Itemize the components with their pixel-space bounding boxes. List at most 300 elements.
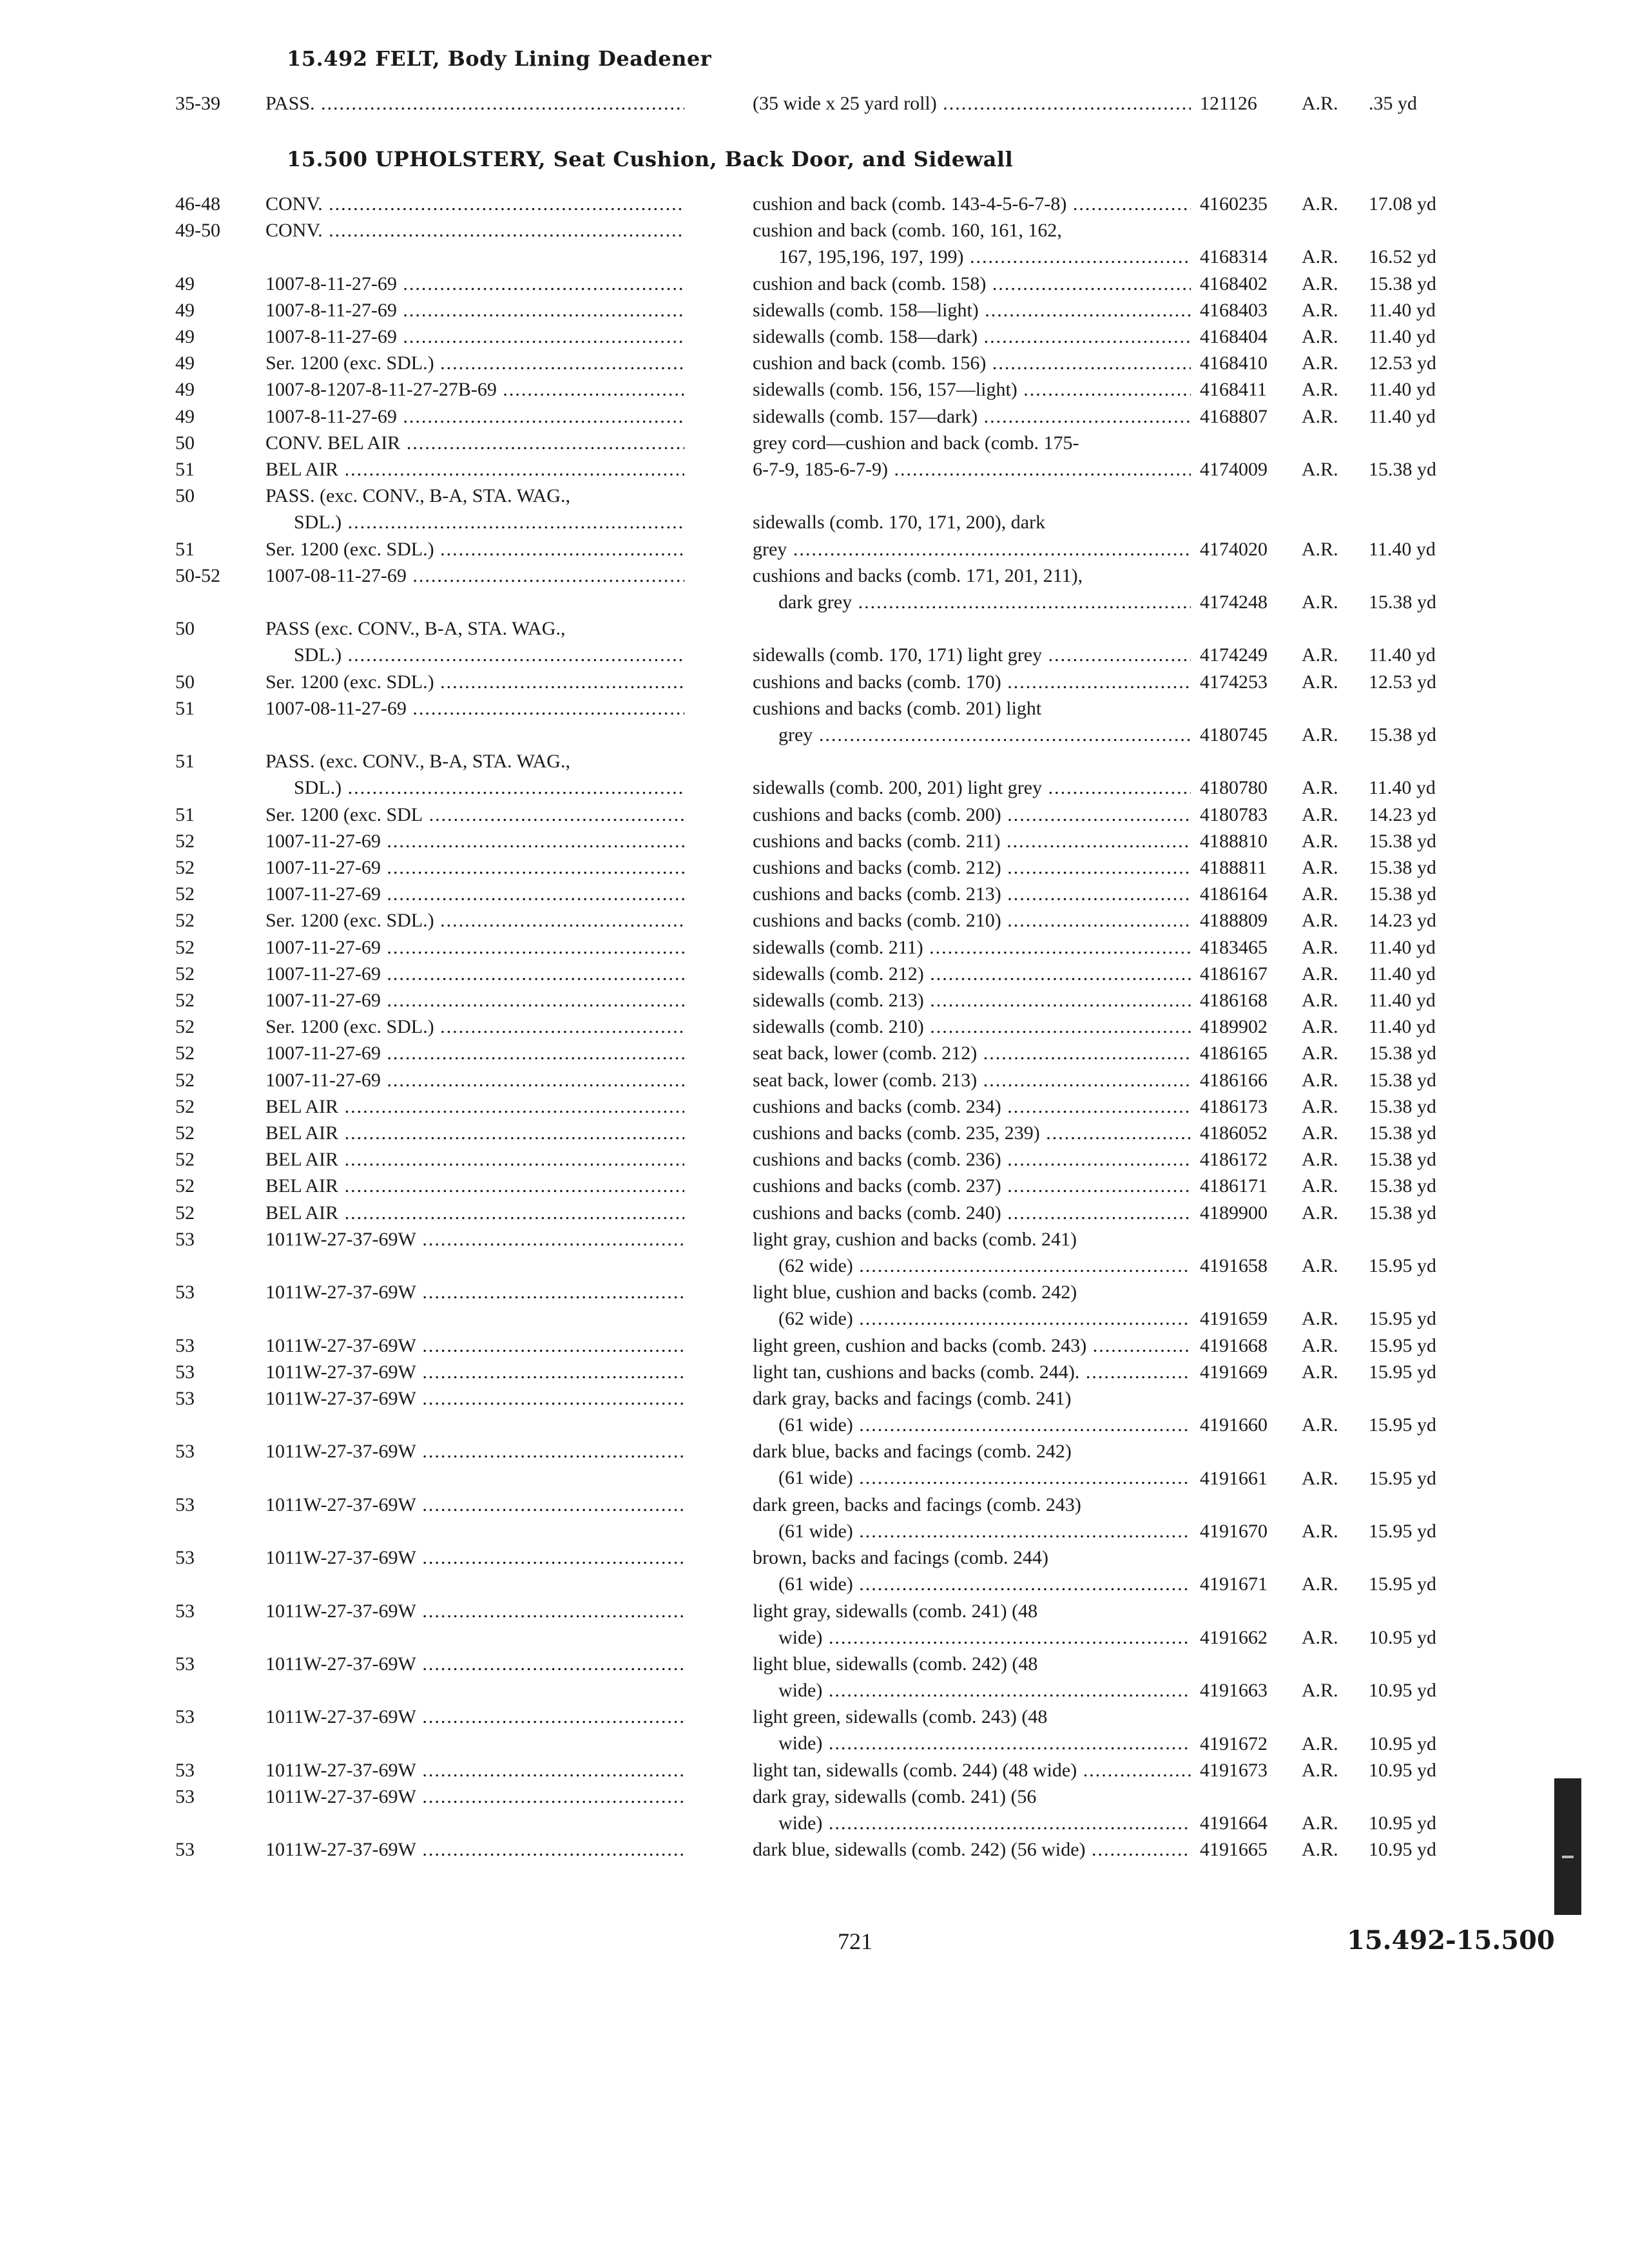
model-text: BEL AIR ..... [265, 1146, 684, 1173]
model-text: 1007-08-11-27-69 ..... [265, 562, 684, 589]
price: 15.38 yd [1369, 1202, 1436, 1224]
description-text: light green, sidewalls (comb. 243) (48 [753, 1706, 1048, 1728]
description-text: (62 wide) ..... [753, 1305, 1191, 1332]
description-cell [753, 456, 1191, 483]
model-cell [265, 907, 684, 934]
price: 15.38 yd [1369, 830, 1436, 852]
model-cell [265, 1651, 684, 1677]
model-cell [265, 987, 684, 1014]
model-year: 52 [175, 936, 195, 958]
price: 12.53 yd [1369, 352, 1436, 374]
price: 10.95 yd [1369, 1759, 1436, 1781]
model-year: 49 [175, 405, 195, 427]
model-year: 53 [175, 1441, 195, 1463]
model-year: 49 [175, 379, 195, 401]
model-text: 1011W-27-37-69W ..... [265, 1332, 684, 1359]
price: 11.40 yd [1369, 538, 1436, 560]
table-row [0, 987, 1629, 1014]
description-text: sidewalls (comb. 157—dark) ..... [753, 403, 1191, 430]
table-row [0, 217, 1629, 270]
quantity: A.R. [1302, 246, 1338, 268]
quantity: A.R. [1302, 591, 1338, 613]
price: 15.38 yd [1369, 1043, 1436, 1064]
description-text: (61 wide) ..... [753, 1465, 1191, 1491]
model-cell [265, 1332, 684, 1359]
description-cell [753, 1704, 1191, 1756]
table-row [0, 1544, 1629, 1597]
description-text: light green, cushion and backs (comb. 243) ..... [753, 1332, 1191, 1359]
quantity: A.R. [1302, 1069, 1338, 1091]
model-text: Ser. 1200 (exc. SDL ..... [265, 802, 684, 828]
description-cell [753, 1093, 1191, 1120]
quantity: A.R. [1302, 1016, 1338, 1038]
part-number: 4191661 [1200, 1467, 1268, 1489]
description-text: cushion and back (comb. 143-4-5-6-7-8) ..... [753, 191, 1191, 217]
model-year: 52 [175, 1016, 195, 1038]
table-row [0, 1332, 1629, 1359]
description-cell [753, 1200, 1191, 1226]
quantity: A.R. [1302, 1812, 1338, 1834]
description-text: cushions and backs (comb. 200) ..... [753, 802, 1191, 828]
quantity: A.R. [1302, 459, 1338, 480]
price: 15.95 yd [1369, 1573, 1436, 1595]
quantity: A.R. [1302, 910, 1338, 932]
model-text: 1011W-27-37-69W ..... [265, 1757, 684, 1783]
description-text: 167, 195,196, 197, 199) ..... [753, 244, 1191, 270]
model-year: 52 [175, 1122, 195, 1144]
model-year: 52 [175, 1069, 195, 1091]
model-cell [265, 1783, 684, 1810]
price: 15.38 yd [1369, 459, 1436, 480]
model-year: 53 [175, 1388, 195, 1409]
description-cell [753, 1438, 1191, 1491]
model-text: 1011W-27-37-69W ..... [265, 1438, 684, 1465]
description-text: seat back, lower (comb. 213) ..... [753, 1067, 1191, 1093]
description-text: cushions and backs (comb. 211) ..... [753, 828, 1191, 854]
model-cell [265, 350, 684, 376]
model-text: BEL AIR ..... [265, 1120, 684, 1146]
part-number: 4191662 [1200, 1626, 1268, 1648]
price: 10.95 yd [1369, 1680, 1436, 1702]
table-row [0, 1783, 1629, 1836]
table-row [0, 1200, 1629, 1226]
price: 11.40 yd [1369, 379, 1436, 401]
description-text: dark grey ..... [753, 589, 1191, 615]
description-cell [753, 1146, 1191, 1173]
price: 15.95 yd [1369, 1467, 1436, 1489]
description-text: light blue, cushion and backs (comb. 242) [753, 1282, 1077, 1303]
description-cell [753, 90, 1191, 117]
model-year: 53 [175, 1334, 195, 1356]
table-row [0, 881, 1629, 907]
model-text: Ser. 1200 (exc. SDL.) ..... [265, 907, 684, 934]
price: 15.95 yd [1369, 1414, 1436, 1436]
price: 11.40 yd [1369, 777, 1436, 799]
description-text: dark blue, backs and facings (comb. 242) [753, 1441, 1072, 1463]
model-text: PASS (exc. CONV., B-A, STA. WAG., [265, 618, 566, 640]
price: 15.38 yd [1369, 857, 1436, 878]
description-text: 6-7-9, 185-6-7-9) ..... [753, 456, 1191, 483]
model-cell [265, 1598, 684, 1624]
description-cell [753, 1279, 1191, 1332]
table-row [0, 376, 1629, 403]
model-cell [265, 1757, 684, 1783]
model-year: 53 [175, 1228, 195, 1250]
model-year: 51 [175, 459, 195, 480]
part-number: 4191658 [1200, 1254, 1268, 1276]
thumb-index-mark [1562, 1856, 1574, 1858]
part-number: 4191665 [1200, 1839, 1268, 1861]
price: 11.40 yd [1369, 936, 1436, 958]
description-text: cushions and backs (comb. 171, 201, 211), [753, 564, 1083, 586]
model-cell [265, 1438, 684, 1465]
price: 15.38 yd [1369, 1149, 1436, 1171]
price: 10.95 yd [1369, 1839, 1436, 1861]
model-year: 46-48 [175, 193, 220, 215]
table-row [0, 1598, 1629, 1651]
model-year: 49 [175, 273, 195, 294]
quantity: A.R. [1302, 883, 1338, 905]
model-year: 52 [175, 830, 195, 852]
description-text: light gray, cushion and backs (comb. 241) [753, 1228, 1077, 1250]
model-cell [265, 1120, 684, 1146]
model-cell [265, 536, 684, 562]
price: 10.95 yd [1369, 1626, 1436, 1648]
quantity: A.R. [1302, 1202, 1338, 1224]
quantity: A.R. [1302, 405, 1338, 427]
description-text: light tan, sidewalls (comb. 244) (48 wide) ..... [753, 1757, 1191, 1783]
model-text: 1007-8-11-27-69 ..... [265, 323, 684, 350]
part-number: 4186172 [1200, 1149, 1268, 1171]
quantity: A.R. [1302, 963, 1338, 985]
price: 15.38 yd [1369, 273, 1436, 294]
model-cell [265, 1492, 684, 1518]
model-cell [265, 90, 684, 117]
description-text: sidewalls (comb. 170, 171) light grey ..... [753, 642, 1191, 668]
model-text: 1011W-27-37-69W ..... [265, 1385, 684, 1412]
table-row [0, 1704, 1629, 1756]
description-cell [753, 430, 1191, 456]
price: 17.08 yd [1369, 193, 1436, 215]
part-number: 4180783 [1200, 803, 1268, 825]
model-year: 53 [175, 1786, 195, 1807]
part-number: 4180745 [1200, 724, 1268, 745]
table-row [0, 1173, 1629, 1199]
quantity: A.R. [1302, 1361, 1338, 1383]
model-text: 1011W-27-37-69W ..... [265, 1492, 684, 1518]
model-text: CONV. ..... [265, 191, 684, 217]
part-number: 4186164 [1200, 883, 1268, 905]
quantity: A.R. [1302, 990, 1338, 1011]
description-cell [753, 961, 1191, 987]
description-text: dark blue, sidewalls (comb. 242) (56 wide) ..... [753, 1836, 1191, 1863]
description-cell [753, 323, 1191, 350]
description-text: sidewalls (comb. 213) ..... [753, 987, 1191, 1014]
quantity: A.R. [1302, 1308, 1338, 1330]
description-cell [753, 1836, 1191, 1863]
description-text: grey cord—cushion and back (comb. 175- [753, 432, 1079, 454]
description-text: brown, backs and facings (comb. 244) [753, 1547, 1049, 1569]
part-number: 4191670 [1200, 1520, 1268, 1542]
model-cell [265, 1173, 684, 1199]
price: 15.38 yd [1369, 1122, 1436, 1144]
model-cell [265, 297, 684, 323]
quantity: A.R. [1302, 803, 1338, 825]
section-heading: 15.500 UPHOLSTERY, Seat Cushion, Back Door, and Sidewall [287, 147, 1014, 171]
model-year: 49 [175, 299, 195, 321]
quantity: A.R. [1302, 1043, 1338, 1064]
part-number: 4191673 [1200, 1759, 1268, 1781]
quantity: A.R. [1302, 777, 1338, 799]
model-text: Ser. 1200 (exc. SDL.) ..... [265, 669, 684, 695]
description-text: cushions and backs (comb. 234) ..... [753, 1093, 1191, 1120]
part-number: 121126 [1200, 93, 1257, 114]
description-text: cushions and backs (comb. 240) ..... [753, 1200, 1191, 1226]
description-text: cushions and backs (comb. 237) ..... [753, 1173, 1191, 1199]
price: 15.38 yd [1369, 1069, 1436, 1091]
model-year: 51 [175, 538, 195, 560]
part-number: 4174009 [1200, 459, 1268, 480]
table-row [0, 1359, 1629, 1385]
model-text: 1007-8-1207-8-11-27-27B-69 ..... [265, 376, 684, 403]
description-cell [753, 1332, 1191, 1359]
model-text: 1007-11-27-69 ..... [265, 987, 684, 1014]
model-text: 1011W-27-37-69W ..... [265, 1836, 684, 1863]
quantity: A.R. [1302, 1122, 1338, 1144]
model-cell [265, 1226, 684, 1253]
price: 15.95 yd [1369, 1334, 1436, 1356]
part-number: 4186168 [1200, 990, 1268, 1011]
table-row [0, 748, 1629, 801]
model-text: SDL.) ..... [265, 774, 684, 801]
table-row [0, 802, 1629, 828]
model-cell [265, 1279, 684, 1305]
description-cell [753, 1014, 1191, 1040]
table-row [0, 1385, 1629, 1438]
price: 15.95 yd [1369, 1520, 1436, 1542]
model-cell [265, 430, 684, 456]
table-row [0, 350, 1629, 376]
description-text: wide) ..... [753, 1624, 1191, 1651]
model-text: 1007-11-27-69 ..... [265, 1067, 684, 1093]
table-row [0, 1279, 1629, 1332]
model-text: CONV. ..... [265, 217, 684, 244]
model-cell [265, 456, 684, 483]
model-text: Ser. 1200 (exc. SDL.) ..... [265, 350, 684, 376]
price: 10.95 yd [1369, 1733, 1436, 1754]
price: 15.38 yd [1369, 883, 1436, 905]
part-number: 4180780 [1200, 777, 1268, 799]
description-text: sidewalls (comb. 200, 201) light grey ..... [753, 774, 1191, 801]
quantity: A.R. [1302, 1759, 1338, 1781]
model-cell [265, 934, 684, 961]
model-year: 53 [175, 1759, 195, 1781]
model-year: 53 [175, 1361, 195, 1383]
part-number: 4191659 [1200, 1308, 1268, 1330]
table-row [0, 961, 1629, 987]
model-cell [265, 881, 684, 907]
model-cell [265, 1067, 684, 1093]
quantity: A.R. [1302, 724, 1338, 745]
quantity: A.R. [1302, 326, 1338, 347]
description-text: sidewalls (comb. 211) ..... [753, 934, 1191, 961]
quantity: A.R. [1302, 193, 1338, 215]
table-row [0, 1492, 1629, 1544]
table-row [0, 536, 1629, 562]
model-cell [265, 695, 684, 722]
description-cell [753, 881, 1191, 907]
description-cell [753, 987, 1191, 1014]
model-text: 1011W-27-37-69W ..... [265, 1598, 684, 1624]
table-row [0, 1040, 1629, 1066]
model-text: BEL AIR ..... [265, 1200, 684, 1226]
model-cell [265, 1146, 684, 1173]
description-cell [753, 854, 1191, 881]
model-cell [265, 1836, 684, 1863]
quantity: A.R. [1302, 1414, 1338, 1436]
description-text: cushion and back (comb. 158) ..... [753, 271, 1191, 297]
description-text: dark gray, backs and facings (comb. 241) [753, 1388, 1072, 1409]
description-text: cushions and backs (comb. 235, 239) ..... [753, 1120, 1191, 1146]
description-text: dark green, backs and facings (comb. 243) [753, 1494, 1081, 1515]
model-text: 1011W-27-37-69W ..... [265, 1783, 684, 1810]
model-year: 52 [175, 1175, 195, 1197]
page-number: 721 [838, 1928, 872, 1954]
table-row [0, 456, 1629, 483]
part-number: 4174020 [1200, 538, 1268, 560]
description-text: seat back, lower (comb. 212) ..... [753, 1040, 1191, 1066]
part-number: 4174248 [1200, 591, 1268, 613]
model-text: 1007-11-27-69 ..... [265, 881, 684, 907]
description-cell [753, 695, 1191, 748]
model-text: 1011W-27-37-69W ..... [265, 1359, 684, 1385]
description-cell [753, 1040, 1191, 1066]
model-text: CONV. BEL AIR ..... [265, 430, 684, 456]
description-text: dark gray, sidewalls (comb. 241) (56 [753, 1786, 1037, 1807]
description-cell [753, 217, 1191, 270]
description-cell [753, 509, 1191, 535]
description-text: light gray, sidewalls (comb. 241) (48 [753, 1600, 1038, 1622]
description-cell [753, 1120, 1191, 1146]
table-row [0, 1067, 1629, 1093]
quantity: A.R. [1302, 379, 1338, 401]
description-text: (62 wide) ..... [753, 1253, 1191, 1279]
quantity: A.R. [1302, 644, 1338, 666]
model-text: 1011W-27-37-69W ..... [265, 1279, 684, 1305]
quantity: A.R. [1302, 1680, 1338, 1702]
description-cell [753, 271, 1191, 297]
description-cell [753, 828, 1191, 854]
price: 14.23 yd [1369, 910, 1436, 932]
part-number: 4168404 [1200, 326, 1268, 347]
model-year: 53 [175, 1653, 195, 1675]
model-text: BEL AIR ..... [265, 456, 684, 483]
description-cell [753, 1173, 1191, 1199]
description-cell [753, 774, 1191, 801]
part-number: 4168403 [1200, 299, 1268, 321]
table-row [0, 934, 1629, 961]
model-year: 49 [175, 352, 195, 374]
quantity: A.R. [1302, 1573, 1338, 1595]
model-cell [265, 1704, 684, 1730]
description-text: cushions and backs (comb. 170) ..... [753, 669, 1191, 695]
model-cell [265, 802, 684, 828]
model-year: 53 [175, 1494, 195, 1515]
part-number: 4168807 [1200, 405, 1268, 427]
quantity: A.R. [1302, 1149, 1338, 1171]
quantity: A.R. [1302, 1520, 1338, 1542]
table-row [0, 907, 1629, 934]
model-cell [265, 961, 684, 987]
price: 11.40 yd [1369, 326, 1436, 347]
model-year: 35-39 [175, 93, 220, 114]
model-text: PASS. ..... [265, 90, 684, 117]
section-range: 15.492-15.500 [1347, 1925, 1555, 1956]
table-row [0, 1093, 1629, 1120]
section-heading: 15.492 FELT, Body Lining Deadener [287, 46, 712, 71]
model-cell [265, 1040, 684, 1066]
quantity: A.R. [1302, 1733, 1338, 1754]
part-number: 4168410 [1200, 352, 1268, 374]
description-text: light blue, sidewalls (comb. 242) (48 [753, 1653, 1038, 1675]
model-cell [265, 669, 684, 695]
description-text: cushions and backs (comb. 213) ..... [753, 881, 1191, 907]
price: 11.40 yd [1369, 1016, 1436, 1038]
model-text: SDL.) ..... [265, 509, 684, 535]
description-text: grey ..... [753, 536, 1191, 562]
model-text: 1007-8-11-27-69 ..... [265, 297, 684, 323]
description-cell [753, 907, 1191, 934]
table-row [0, 403, 1629, 430]
description-text: sidewalls (comb. 158—dark) ..... [753, 323, 1191, 350]
model-cell [265, 403, 684, 430]
description-text: cushions and backs (comb. 212) ..... [753, 854, 1191, 881]
price: 11.40 yd [1369, 299, 1436, 321]
part-number: 4191663 [1200, 1680, 1268, 1702]
model-cell [265, 615, 684, 668]
description-text: (61 wide) ..... [753, 1412, 1191, 1438]
model-year: 53 [175, 1839, 195, 1861]
part-number: 4174253 [1200, 671, 1268, 693]
part-number: 4191671 [1200, 1573, 1268, 1595]
price: 12.53 yd [1369, 671, 1436, 693]
quantity: A.R. [1302, 1334, 1338, 1356]
description-cell [753, 669, 1191, 695]
model-text: 1007-11-27-69 ..... [265, 854, 684, 881]
model-year: 52 [175, 1095, 195, 1117]
price: 15.95 yd [1369, 1361, 1436, 1383]
model-text: Ser. 1200 (exc. SDL.) ..... [265, 1014, 684, 1040]
part-number: 4186173 [1200, 1095, 1268, 1117]
quantity: A.R. [1302, 1626, 1338, 1648]
model-cell [265, 1093, 684, 1120]
model-text: PASS. (exc. CONV., B-A, STA. WAG., [265, 485, 570, 507]
model-text: BEL AIR ..... [265, 1093, 684, 1120]
part-number: 4186171 [1200, 1175, 1268, 1197]
price: 15.38 yd [1369, 1095, 1436, 1117]
model-year: 50 [175, 671, 195, 693]
price: 14.23 yd [1369, 803, 1436, 825]
description-text: grey ..... [753, 722, 1191, 748]
price: 11.40 yd [1369, 963, 1436, 985]
part-number: 4186165 [1200, 1043, 1268, 1064]
quantity: A.R. [1302, 352, 1338, 374]
model-cell [265, 748, 684, 801]
table-row [0, 271, 1629, 297]
description-cell [753, 1783, 1191, 1836]
description-text: light tan, cushions and backs (comb. 244). ..... [753, 1359, 1191, 1385]
description-cell [753, 934, 1191, 961]
